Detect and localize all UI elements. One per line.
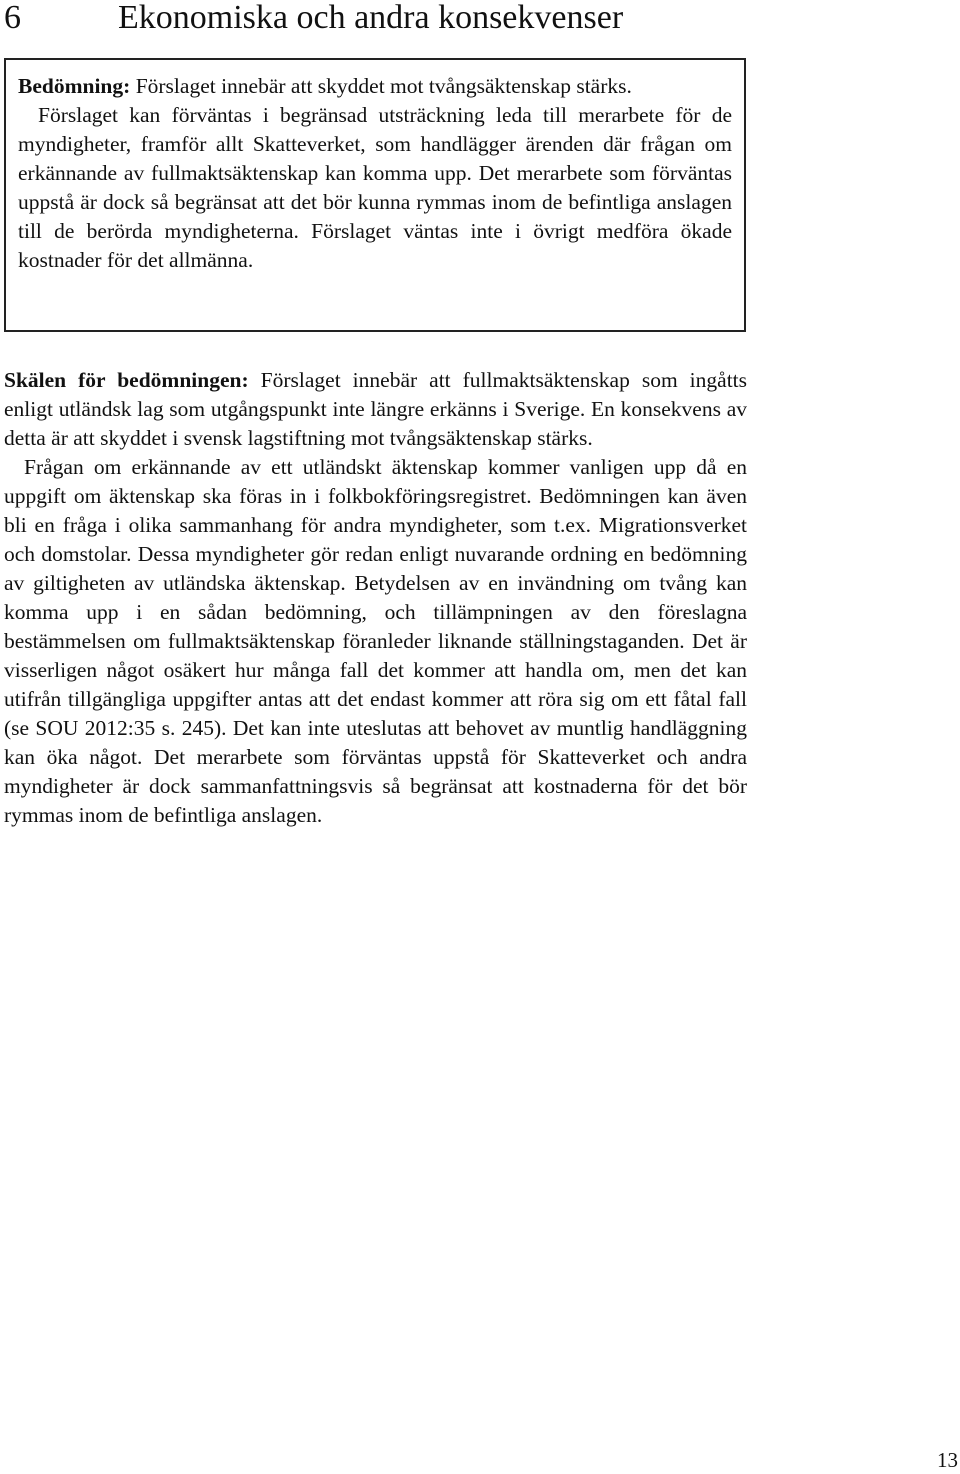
- reasons-paragraph-2: Frågan om erkännande av ett utländskt äktenskap kommer vanligen upp då en uppgift om äktenskap ska föras in i folkbokföringsregistret. Bedömningen kan även bli en fråga i olika sammanhang för andra myndigheter, som t.ex. Migrationsverket och domstolar. Dessa myndigheter gör redan enligt nuvarande ordning en bedömning av giltigheten av utländska äktenskap. Betydelsen av en invändning om tvång kan komma upp i en sådan bedömning, och tillämpningen av den föreslagna bestämmelsen om fullmaktsäktenskap föranleder liknande ställningstaganden. Det är visserligen något osäkert hur många fall det kommer att handla om, men det kan utifrån tillgängliga uppgifter antas att det endast kommer att röra sig om ett fåtal fall (se SOU 2012:35 s. 245). Det kan inte uteslutas att behovet av muntlig handläggning kan öka något. Det merarbete som förväntas uppstå för Skatteverket och andra myndigheter är dock sammanfattningsvis så begränsat att kostnaderna för det bör rymmas inom de befintliga anslagen.: [4, 455, 747, 827]
- chapter-title: Ekonomiska och andra konsekvenser: [118, 0, 624, 36]
- reasons-text: Förslaget innebär att fullmaktsäktenskap som ingåtts enligt utländsk lag som utgångspunkt inte längre erkänns i Sverige. En konsekvens av detta är att skyddet i svensk lagstiftning mot tvångsäktenskap stärks.: [4, 368, 748, 450]
- assessment-text: Förslaget innebär att skyddet mot tvångsäktenskap stärks.: [135, 74, 632, 98]
- reasons-section: [4, 366, 747, 830]
- page-number: 13: [937, 1448, 958, 1472]
- assessment-box: [4, 58, 746, 332]
- assessment-paragraph-2: Förslaget kan förväntas i begränsad utsträckning leda till merarbete för de myndigheter, framför allt Skatteverket, som handlägger ärenden där frågan om erkännande av fullmaktsäktenskap kan komma upp. Det merarbete som förväntas uppstå är dock så begränsat att det bör kunna rymmas inom de befintliga anslagen till de berörda myndigheterna. Förslaget väntas inte i övrigt medföra ökade kostnader för det allmänna.: [18, 103, 732, 272]
- chapter-heading: [4, 0, 623, 36]
- chapter-number: 6: [4, 0, 21, 36]
- assessment-paragraph: [18, 72, 732, 101]
- reasons-paragraph: [4, 366, 747, 453]
- assessment-label: Bedömning:: [18, 74, 131, 98]
- reasons-label: Skälen för bedömningen:: [4, 368, 249, 392]
